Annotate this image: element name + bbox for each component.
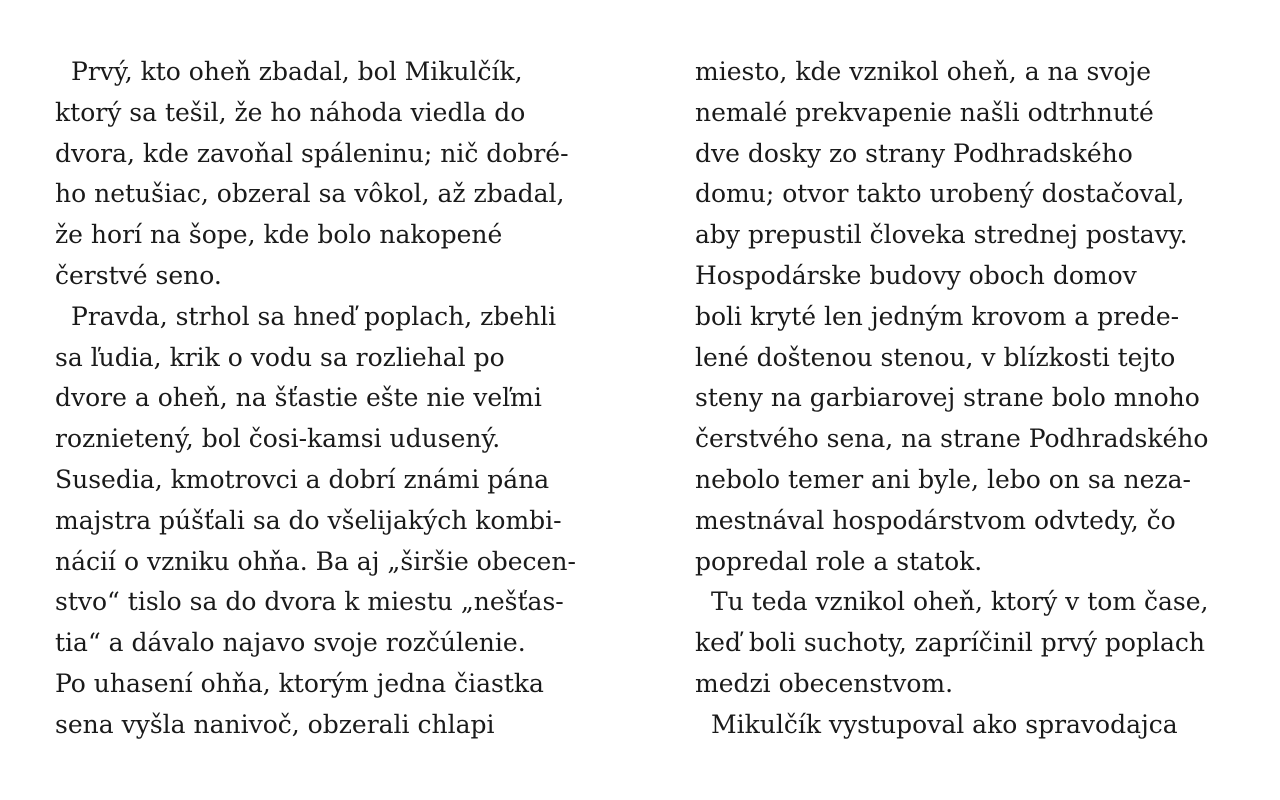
text-line: nácií o vzniku ohňa. Ba aj „širšie obecen- (55, 546, 576, 576)
text-line: ktorý sa tešil, že ho náhoda viedla do (55, 97, 526, 127)
left-text-column (55, 52, 615, 746)
text-line: sena vyšla nanivoč, obzerali chlapi (55, 709, 495, 739)
right-text-column (695, 52, 1255, 746)
text-line: stvo“ tislo sa do dvora k miestu „nešťas- (55, 587, 564, 617)
text-line: keď boli suchoty, zapríčinil prvý poplach (695, 628, 1205, 658)
text-line: čerstvého sena, na strane Podhradského (695, 424, 1209, 454)
text-line: sa ľudia, krik o vodu sa rozliehal po (55, 342, 505, 372)
text-line: Po uhasení ohňa, ktorým jedna čiastka (55, 668, 544, 698)
text-line: domu; otvor takto urobený dostačoval, (695, 179, 1185, 209)
text-line: medzi obecenstvom. (695, 668, 954, 698)
text-line: mestnával hospodárstvom odvtedy, čo (695, 505, 1176, 535)
text-line: majstra púšťali sa do všelijakých kombi- (55, 505, 562, 535)
text-line: Prvý, kto oheň zbadal, bol Mikulčík, (71, 57, 523, 86)
text-line: Susedia, kmotrovci a dobrí známi pána (55, 464, 550, 494)
text-line: dvora, kde zavoňal spáleninu; nič dobré- (55, 138, 569, 168)
text-line: ho netušiac, obzeral sa vôkol, až zbadal, (55, 179, 565, 209)
text-line: že horí na šope, kde bolo nakopené (55, 220, 503, 250)
text-line: Hospodárske budovy oboch domov (695, 260, 1137, 290)
text-line: roznietený, bol čosi-kamsi udusený. (55, 424, 501, 454)
text-line: lené doštenou stenou, v blízkosti tejto (695, 342, 1176, 372)
text-line: Pravda, strhol sa hneď poplach, zbehli (71, 301, 557, 331)
text-line: nebolo temer ani byle, lebo on sa neza- (695, 464, 1191, 494)
text-line: Mikulčík vystupoval ako spravodajca (711, 709, 1178, 739)
text-line: Tu teda vznikol oheň, ktorý v tom čase, (711, 587, 1209, 617)
text-line: steny na garbiarovej strane bolo mnoho (695, 383, 1200, 413)
text-line: nemalé prekvapenie našli odtrhnuté (695, 97, 1154, 127)
text-line: aby prepustil človeka strednej postavy. (695, 220, 1188, 250)
text-line: dvore a oheň, na šťastie ešte nie veľmi (55, 383, 542, 413)
text-line: tia“ a dávalo najavo svoje rozčúlenie. (55, 628, 526, 658)
text-line: miesto, kde vznikol oheň, a na svoje (695, 57, 1152, 86)
text-line: dve dosky zo strany Podhradského (695, 138, 1133, 168)
text-line: popredal role a statok. (695, 546, 983, 576)
text-line: čerstvé seno. (55, 260, 222, 290)
text-line: boli kryté len jedným krovom a prede- (695, 301, 1180, 331)
